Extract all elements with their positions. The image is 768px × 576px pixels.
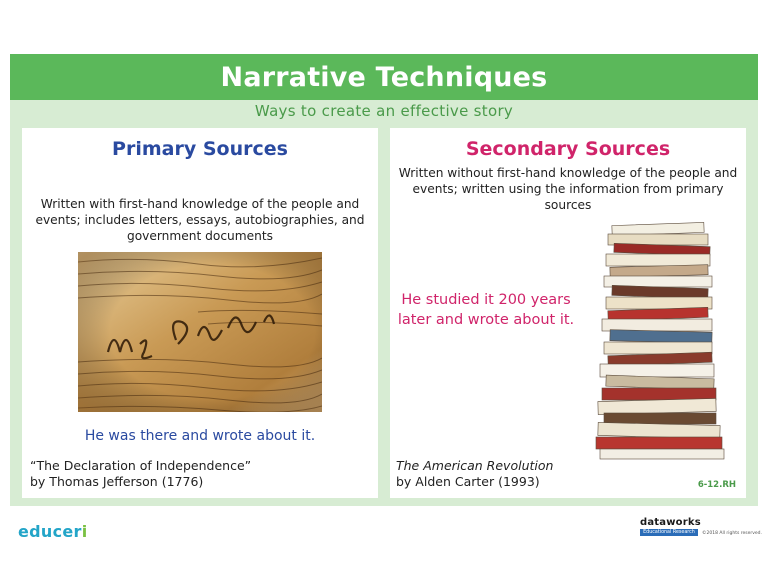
secondary-sources-panel — [390, 128, 746, 498]
primary-sources-panel — [22, 128, 378, 498]
dataworks-logo — [640, 517, 701, 536]
secondary-citation-author: by Alden Carter (1993) — [396, 474, 540, 489]
page-title: Narrative Techniques — [220, 61, 548, 93]
secondary-sources-quote: He studied it 200 years later and wrote about it. — [397, 292, 575, 328]
dataworks-logo-bottom: Educational Research — [640, 529, 698, 536]
secondary-sources-citation — [396, 458, 553, 490]
primary-sources-description: Written with first-hand knowledge of the people and events; includes letters, essays, autobiographies, and government documents — [35, 197, 365, 243]
primary-sources-quote: He was there and wrote about it. — [84, 428, 316, 444]
secondary-sources-heading: Secondary Sources — [465, 138, 671, 160]
secondary-sources-description: Written without first-hand knowledge of the people and events; written using the information from primary sources — [398, 166, 738, 212]
standard-code: 6-12.RH — [697, 480, 736, 490]
dataworks-logo-top: dataworks — [640, 517, 701, 528]
brand-accent-text: i — [81, 522, 88, 541]
educeri-logo — [18, 522, 88, 541]
declaration-document-image — [78, 252, 322, 412]
book-stack-image — [594, 222, 734, 460]
primary-citation-title: “The Declaration of Independence” — [30, 458, 252, 473]
title-bar — [10, 54, 758, 100]
primary-sources-citation — [30, 458, 251, 490]
primary-citation-author: by Thomas Jefferson (1776) — [30, 474, 204, 489]
primary-sources-heading: Primary Sources — [112, 138, 288, 160]
slide — [10, 54, 758, 506]
page-subtitle: Ways to create an effective story — [254, 102, 514, 120]
brand-main-text: educer — [18, 522, 82, 541]
secondary-citation-title: The American Revolution — [396, 458, 554, 473]
copyright-text: ©2018 All rights reserved. — [702, 531, 762, 536]
